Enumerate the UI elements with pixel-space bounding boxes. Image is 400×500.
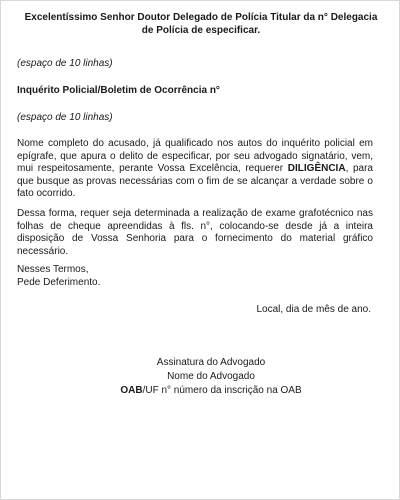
paragraph-exam: Dessa forma, requer seja determinada a realização de exame grafotécnico nas folhas de cheque apreendidas à fls. n°, colocando-se desde já a inteira disposição de Vossa Senhoria para o fornecimento do material gráfico necessário. <box>17 208 373 257</box>
paragraph-request-text-end: , para que busque as provas necessárias com o fim de se alcançar a verdade sobre o fato ocorrido. <box>17 163 373 199</box>
signature-line: Assinatura do Advogado <box>156 357 266 368</box>
reference-line: Inquérito Policial/Boletim de Ocorrência n° <box>17 85 220 96</box>
oab-label: OAB <box>120 385 143 396</box>
diligence-emphasis: DILIGÊNCIA <box>287 163 346 174</box>
lawyer-name: Nome do Advogado <box>167 371 255 382</box>
paragraph-request <box>17 138 373 201</box>
oab-registration <box>111 384 311 398</box>
spacing-note: (espaço de 10 linhas) <box>17 112 113 123</box>
closing-line-2: Pede Deferimento. <box>17 277 101 288</box>
oab-detail: /UF n° número da inscrição na OAB <box>142 385 302 396</box>
signature-block <box>111 356 311 398</box>
place-date: Local, dia de mês de ano. <box>256 304 371 315</box>
addressee-heading: Excelentíssimo Senhor Doutor Delegado de Polícia Titular da n° Delegacia de Polícia de especificar. <box>24 12 378 36</box>
closing-line-1: Nesses Termos, <box>17 264 89 275</box>
paragraph-request-text: Nome completo do acusado, já qualificado nos autos do inquérito policial em epígrafe, que apura o delito de especificar, por seu advogado signatário, vem, mui respeitosamente, perante Vossa Excelência, requerer <box>17 138 373 174</box>
spacing-note: (espaço de 10 linhas) <box>17 58 113 69</box>
